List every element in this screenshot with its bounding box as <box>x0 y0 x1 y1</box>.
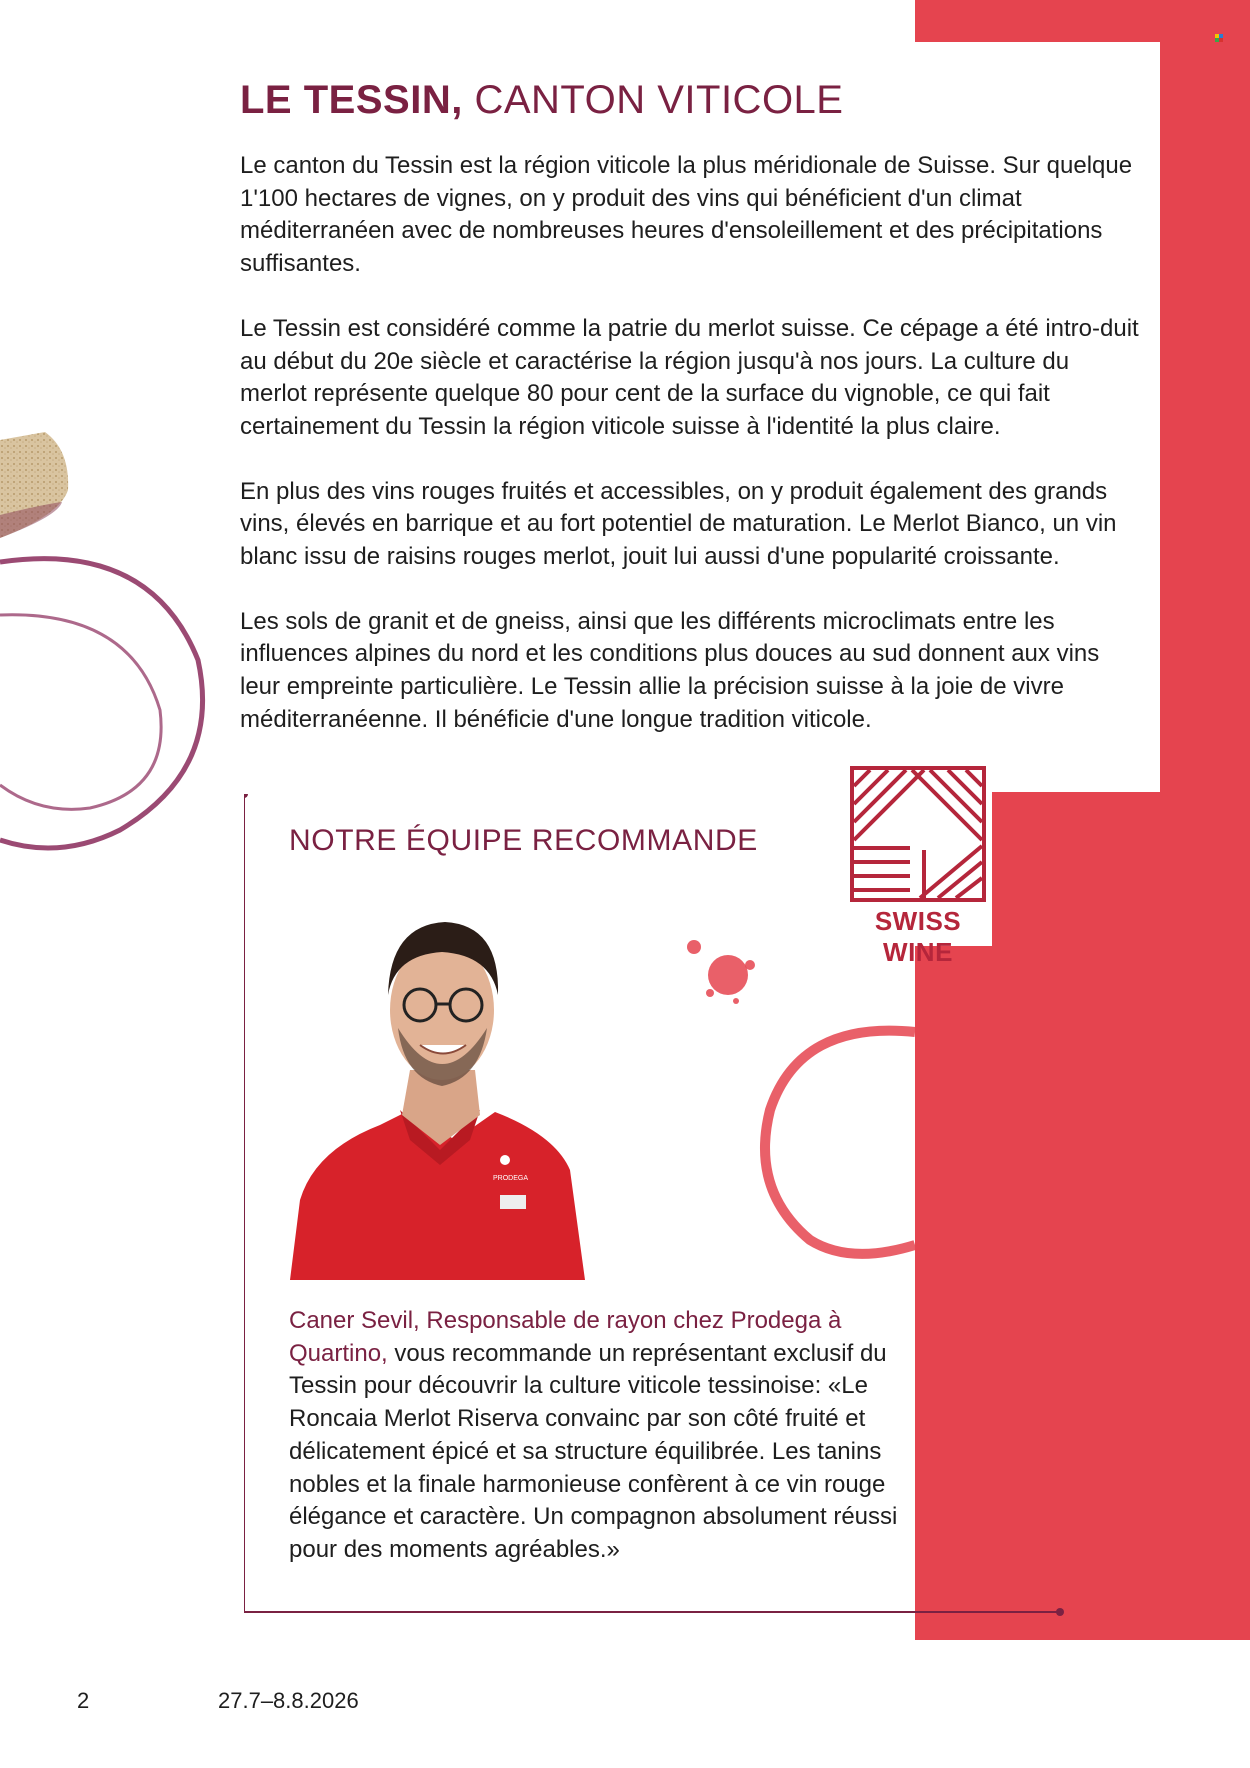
cork-image <box>0 420 80 560</box>
intro-paragraph: Le canton du Tessin est la région viticole la plus méridionale de Suisse. Sur quelque 1'100 hectares de vignes, on y produit des vins qui bénéficient d'un climat méditerranéen avec de nombreuses heures d'ensoleillement et des précipitations suffisantes. <box>240 152 1133 278</box>
wine-ring-stain <box>0 540 220 870</box>
intro-text <box>240 150 1140 769</box>
recommendation-text: vous recommande un représentant exclusif du Tessin pour découvrir la culture viticole tessinoise: «Le Roncaia Merlot Riserva convainc par son côté fruité et délicatement épicé et sa structure équilibrée. Les tanins nobles et la finale harmonieuse confèrent à ce vin rouge élégance et caractère. Un compagnon absolument réussi pour des moments agréables.» <box>289 1339 898 1563</box>
employee-photo <box>290 900 595 1280</box>
date-range: 27.7–8.8.2026 <box>218 1688 359 1713</box>
color-marker-icon <box>1215 34 1223 42</box>
wine-ring-stain <box>740 1020 920 1260</box>
recommendation-quote <box>289 1305 909 1567</box>
intro-paragraph: En plus des vins rouges fruités et accessibles, on y produit également des grands vins, élevés en barrique et au fort potentiel de maturation. Le Merlot Bianco, un vin blanc issu de raisins rouges merlot, jouit lui aussi d'une popularité croissante. <box>240 477 1117 571</box>
page-title-bold: LE TESSIN, <box>240 78 463 122</box>
swiss-wine-label: SWISS WINE <box>874 906 962 967</box>
page-title-rest: CANTON VITICOLE <box>474 78 844 122</box>
recommendation-title: NOTRE ÉQUIPE RECOMMANDE <box>289 824 758 857</box>
swiss-wine-logo <box>844 760 992 967</box>
employee-name-role: Caner Sevil, Responsable de rayon chez Prodega à Quartino, <box>289 1307 842 1367</box>
swiss-wine-emblem-icon <box>850 766 986 902</box>
intro-paragraph: Le Tessin est considéré comme la patrie du merlot suisse. Ce cépage a été intro-duit au début du 20e siècle et caractérise la région jusqu'à nos jours. La culture du merlot représente quelque 80 pour cent de la surface du vignoble, ce qui fait certainement du Tessin la région viticole suisse à l'identité la plus claire. <box>240 314 1139 440</box>
intro-paragraph: Les sols de granit et de gneiss, ainsi que les différents microclimats entre les influences alpines du nord et les conditions plus douces au sud donnent aux vins leur empreinte particulière. Le Tessin allie la précision suisse à la joie de vivre méditerranéenne. Il bénéficie d'une longue tradition viticole. <box>240 607 1100 733</box>
shirt-logo-text: PRODEGA <box>493 1175 529 1182</box>
page-title <box>240 78 843 123</box>
page-number: 2 <box>77 1688 90 1713</box>
wine-splash-stain <box>680 935 770 1015</box>
